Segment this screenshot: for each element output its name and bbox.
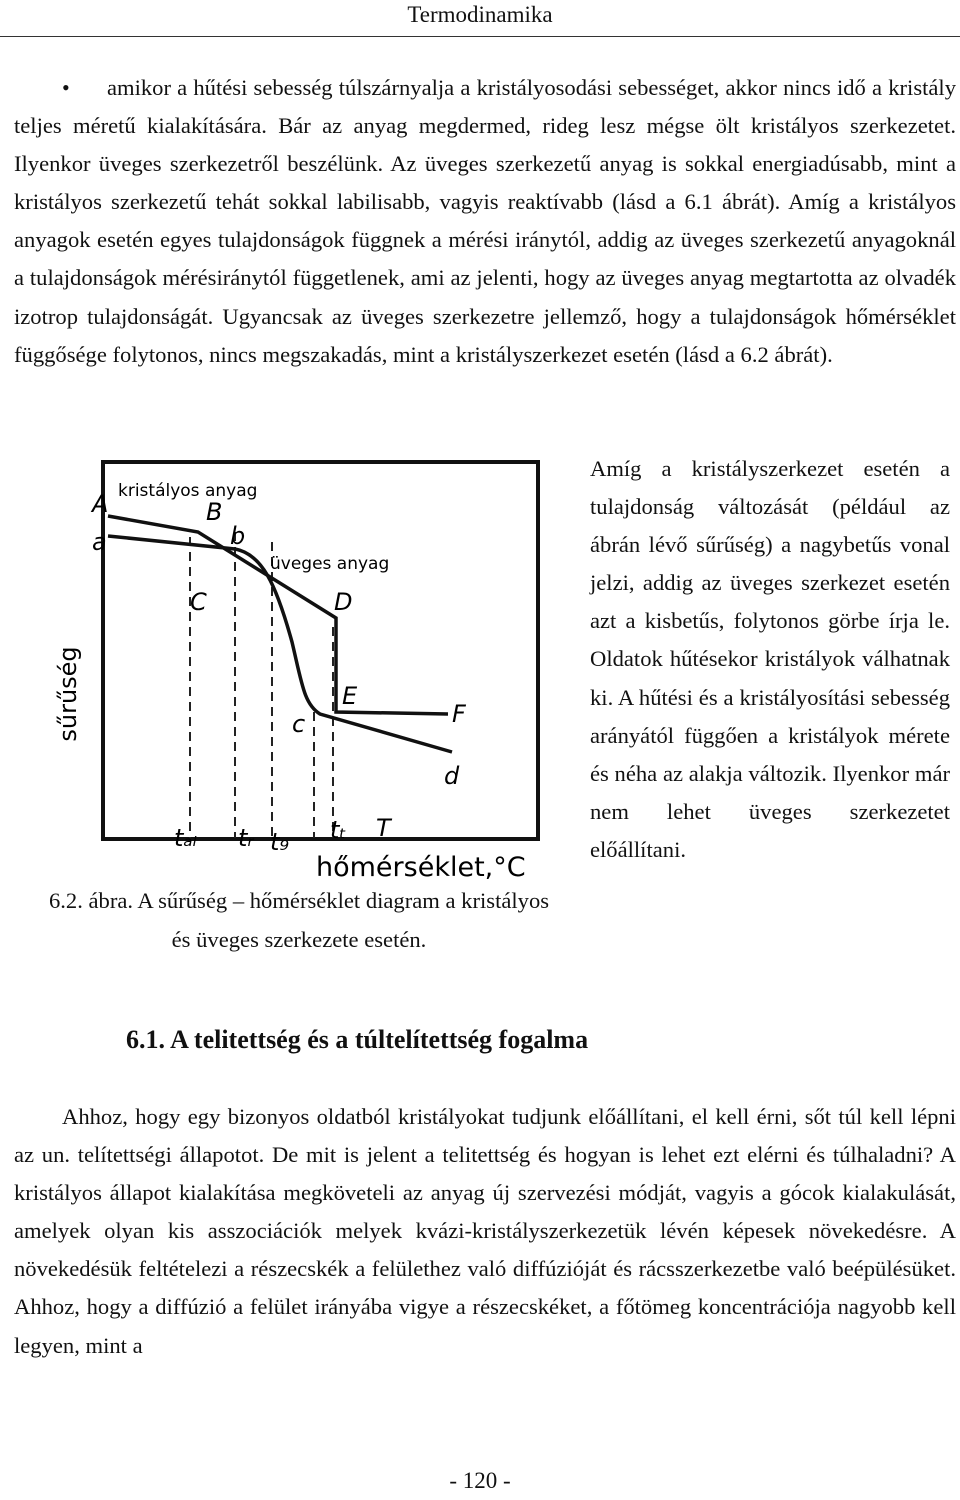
- point-b: b: [230, 522, 246, 550]
- page-header: [0, 0, 960, 37]
- temp-t-g: t₉: [270, 828, 290, 856]
- side-paragraph: Amíg a kristályszerkezet esetén a tulajdonság változását (például az ábrán lévő sűrűség) a nagybetűs vonal jelzi, addig az üveges szerkezet esetén azt a kisbetűs, folytonos görbe írja le. Oldatok hűtésekor kristályok válhatnak ki. A hűtési és a kristályosítási sebesség arányától függően a kristályok mérete és néha az alakja változik. Ilyenkor már nem lehet üveges szerkezetet előállítani.: [590, 456, 950, 862]
- temp-t-al: tₐₗ: [174, 824, 197, 852]
- bullet-marker: •: [62, 75, 70, 100]
- temp-T: T: [376, 814, 391, 842]
- point-F: F: [452, 700, 466, 728]
- section-heading: 6.1. A telitettség és a túltelítettség fogalma: [126, 1025, 589, 1054]
- point-A: A: [92, 490, 109, 518]
- dashed-lines: [190, 532, 333, 838]
- header-title: Termodinamika: [407, 2, 553, 27]
- plot-frame: [103, 462, 538, 839]
- point-c: c: [292, 710, 306, 738]
- point-B: B: [206, 498, 223, 526]
- point-labels: [90, 490, 467, 790]
- crystal-line: [108, 516, 448, 714]
- temperature-labels: [174, 814, 393, 856]
- intro-paragraph: amikor a hűtési sebesség túlszárnyalja a kristályosodási sebességet, akkor nincs idő a kristály teljes méretű kialakítására. Bár az anyag megdermed, rideg lesz mégse ölt kristályos szerkezetet. Ilyenkor üveges szerkezetről beszélünk. Az üveges szerkezetű anyag is sokkal energiadúsabb, mint a kristályos szerkezetű tehát sokkal labilisabb, vagyis reaktívabb (lásd a 6.1 ábrát). Amíg a kristályos anyagok esetén egyes tulajdonságok függnek a mérési iránytól, addig az üveges szerkezetű anyagoknál a tulajdonságok mérésiránytól függetlenek, ami az jelenti, hogy az üveges anyag megtartotta az olvadék izotrop tulajdonságát. Ugyancsak az üveges szerkezetre jellemző, hogy a tulajdonságok hőmérséklet függősége folytonos, nincs megszakadás, mint a kristályszerkezet esetén (lásd a 6.2 ábrát).: [14, 75, 956, 367]
- point-a: a: [92, 528, 107, 556]
- x-axis-label: hőmérséklet,°C: [316, 852, 526, 883]
- label-crystal: kristályos anyag: [118, 481, 258, 501]
- body-paragraph: Ahhoz, hogy egy bizonyos oldatból kristályokat tudjunk előállítani, el kell érni, sőt túl kell lépni az un. telítettségi állapotot. De mit is jelent a telitettség és hogyan is lehet ezt elérni és túlhaladni? A kristályos állapot kialakítása megköveteli az anyag új szervezési módját, vagyis a gócok kialakulását, amelyek olyan kis asszociációk melyek kvázi-kristályszerkezetük lévén képesek növekedésre. A növekedésük feltételezi a részecskék a felülethez való diffúzióját és rácsszerkezetbe való beépülésüket. Ahhoz, hogy a diffúzió a felület irányába vigye a részecskéket, a főtömeg koncentrációja nagyobb kell legyen, mint a: [14, 1104, 956, 1358]
- point-E: E: [342, 682, 358, 710]
- label-glass: üveges anyag: [270, 554, 390, 574]
- y-axis-label: sűrűség: [54, 646, 82, 742]
- temp-t-r: tᵣ: [238, 824, 254, 852]
- point-d: d: [444, 762, 460, 790]
- point-C: C: [190, 588, 207, 616]
- figure-svg: [40, 452, 548, 892]
- density-temperature-figure: [40, 452, 548, 892]
- figure-caption: 6.2. ábra. A sűrűség – hőmérséklet diagram a kristályos és üveges szerkezete esetén.: [48, 888, 550, 952]
- page-number: - 120 -: [449, 1468, 511, 1493]
- point-D: D: [334, 588, 353, 616]
- temp-t-t: tₜ: [330, 816, 347, 844]
